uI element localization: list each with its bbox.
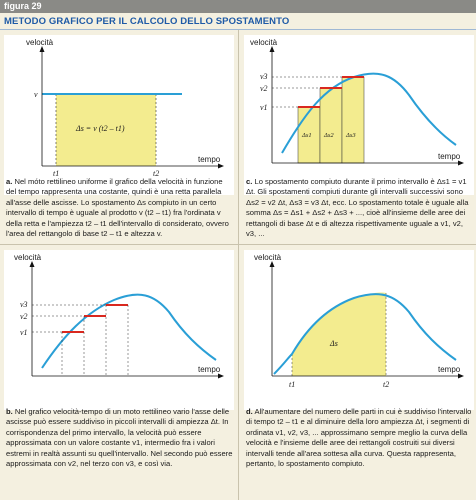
v1-tick: v1 bbox=[260, 103, 268, 112]
v-tick: v bbox=[34, 90, 38, 99]
x-axis-label: tempo bbox=[438, 365, 461, 374]
graph-panel-a bbox=[4, 35, 234, 195]
y-axis-label: velocità bbox=[254, 253, 282, 262]
caption-b-text: Nel grafico velocità-tempo di un moto rettilineo vario l'asse delle ascisse può essere suddiviso in piccoli intervalli di ampiezza Δt. In corrispondenza del primo intervallo, la velocità può essere approssimata con un valore costante v1, intermedio fra i valori estremi in realtà assunti su quell'intervallo. Nel secondo può essere approssimata con v2, nel terzo con v3, e così via. bbox=[6, 407, 233, 469]
x-axis-label: tempo bbox=[198, 365, 221, 374]
v2-tick: v2 bbox=[20, 312, 28, 321]
caption-b bbox=[6, 407, 234, 469]
t2-tick: t2 bbox=[383, 380, 390, 389]
y-axis-label: velocità bbox=[26, 38, 54, 47]
area-label-1: Δs1 bbox=[302, 132, 312, 139]
t1-tick: t1 bbox=[53, 169, 60, 178]
graph-panel-b bbox=[4, 250, 234, 410]
caption-c bbox=[246, 177, 474, 239]
graph-panel-d bbox=[244, 250, 474, 410]
column-divider bbox=[238, 30, 239, 500]
figure-header-bar bbox=[0, 0, 476, 13]
caption-d bbox=[246, 407, 474, 469]
x-axis-label: tempo bbox=[438, 152, 461, 161]
v3-tick: v3 bbox=[20, 300, 28, 309]
caption-b-letter: b. bbox=[6, 407, 13, 416]
graph-panel-c bbox=[244, 35, 474, 195]
caption-d-letter: d. bbox=[246, 407, 253, 416]
x-axis-label: tempo bbox=[198, 155, 221, 164]
caption-a bbox=[6, 177, 234, 239]
area-label: Δs bbox=[330, 339, 338, 348]
area-label-2: Δs2 bbox=[324, 132, 334, 139]
caption-d-text: All'aumentare del numero delle parti in cui è suddiviso l'intervallo di tempo t2 – t1 e al diminuire della loro ampiezza Δt, i segmenti di ordinata v1, v2, v3, ... approssimano sempre meglio la curva della velocità e l'insieme delle aree dei rettangoli costruiti sui diversi intervalli tende all'area sottesa alla curva. Questa rappresenta, pertanto, lo spostamento compiuto. bbox=[246, 407, 472, 469]
caption-c-letter: c. bbox=[246, 177, 253, 186]
figure-label: figura 29 bbox=[4, 1, 42, 11]
caption-c-text: Lo spostamento compiuto durante il primo intervallo è Δs1 = v1 Δt. Gli spostamenti compiuti durante gli intervalli successivi sono Δs2 = v2 Δt, Δs3 = v3 Δt, ecc. Lo spostamento totale è uguale alla somma Δs = Δs1 + Δs2 + Δs3 + ..., cioè all'insieme delle aree dei rettangoli di base Δt e di altezza rispettivamente uguale a v1, v2, v3, ... bbox=[246, 177, 469, 239]
v1-tick: v1 bbox=[20, 328, 28, 337]
page-title: METODO GRAFICO PER IL CALCOLO DELLO SPOSTAMENTO bbox=[4, 16, 290, 27]
area-label-3: Δs3 bbox=[346, 132, 356, 139]
y-axis-label: velocità bbox=[14, 253, 42, 262]
area-formula: Δs = v (t2 – t1) bbox=[76, 124, 125, 133]
v2-tick: v2 bbox=[260, 84, 268, 93]
t1-tick: t1 bbox=[289, 380, 296, 389]
caption-a-letter: a. bbox=[6, 177, 13, 186]
row-divider bbox=[0, 244, 476, 245]
caption-a-text: Nel móto rettilineo uniforme il grafico della velocità in funzione del tempo rappresenta una costante, quindi è una retta parallela all'asse delle ascisse. Lo spostamento Δs compiuto in un certo intervallo di tempo è uguale al prodotto v (t2 – t1) fra l'ordinata v della retta e l'ampiezza t2 – t1 dell'intervallo di considerato, ovvero l'area del rettangolo di base t2 – t1 e altezza v. bbox=[6, 177, 229, 239]
y-axis-label: velocità bbox=[250, 38, 278, 47]
v3-tick: v3 bbox=[260, 72, 268, 81]
t2-tick: t2 bbox=[153, 169, 160, 178]
